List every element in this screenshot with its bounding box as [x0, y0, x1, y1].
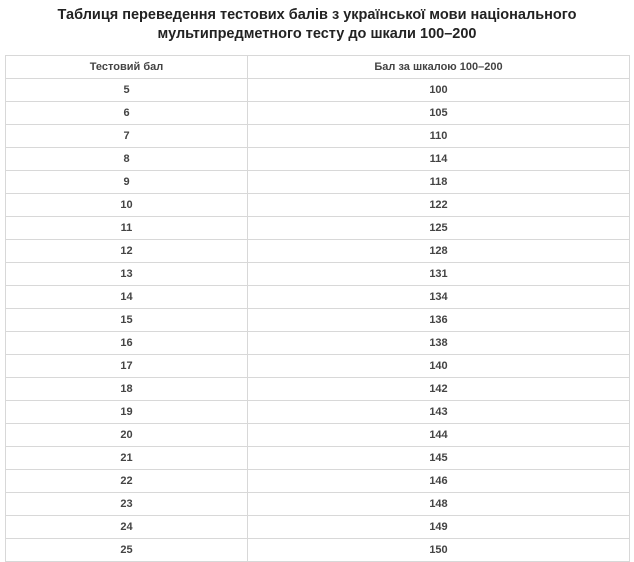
- cell-test-score: 20: [6, 424, 248, 447]
- table-row: [6, 401, 630, 424]
- header-scale-score: Бал за шкалою 100–200: [248, 56, 630, 79]
- cell-test-score: 16: [6, 332, 248, 355]
- cell-test-score: 8: [6, 148, 248, 171]
- table-row: [6, 194, 630, 217]
- table-row: [6, 286, 630, 309]
- cell-test-score: 6: [6, 102, 248, 125]
- cell-test-score: 17: [6, 355, 248, 378]
- table-row: [6, 355, 630, 378]
- table-row: [6, 539, 630, 562]
- table-body: [6, 79, 630, 562]
- cell-scale-score: 142: [248, 378, 630, 401]
- table-row: [6, 309, 630, 332]
- cell-test-score: 12: [6, 240, 248, 263]
- table-row: [6, 493, 630, 516]
- table-row: [6, 447, 630, 470]
- cell-scale-score: 145: [248, 447, 630, 470]
- cell-scale-score: 134: [248, 286, 630, 309]
- cell-test-score: 25: [6, 539, 248, 562]
- cell-scale-score: 114: [248, 148, 630, 171]
- table-row: [6, 470, 630, 493]
- table-row: [6, 79, 630, 102]
- table-row: [6, 148, 630, 171]
- cell-scale-score: 131: [248, 263, 630, 286]
- page-title: [0, 0, 634, 44]
- cell-scale-score: 148: [248, 493, 630, 516]
- header-test-score: Тестовий бал: [6, 56, 248, 79]
- cell-scale-score: 100: [248, 79, 630, 102]
- cell-test-score: 13: [6, 263, 248, 286]
- table-row: [6, 240, 630, 263]
- table-row: [6, 378, 630, 401]
- cell-scale-score: 149: [248, 516, 630, 539]
- cell-scale-score: 122: [248, 194, 630, 217]
- cell-test-score: 11: [6, 217, 248, 240]
- cell-scale-score: 125: [248, 217, 630, 240]
- cell-test-score: 9: [6, 171, 248, 194]
- cell-test-score: 7: [6, 125, 248, 148]
- cell-scale-score: 138: [248, 332, 630, 355]
- cell-scale-score: 150: [248, 539, 630, 562]
- cell-test-score: 18: [6, 378, 248, 401]
- table-row: [6, 171, 630, 194]
- table-row: [6, 102, 630, 125]
- table-row: [6, 424, 630, 447]
- table-header-row: [6, 56, 630, 79]
- cell-scale-score: 144: [248, 424, 630, 447]
- cell-scale-score: 146: [248, 470, 630, 493]
- cell-test-score: 21: [6, 447, 248, 470]
- conversion-table: [5, 55, 630, 562]
- cell-test-score: 5: [6, 79, 248, 102]
- table-row: [6, 125, 630, 148]
- cell-scale-score: 118: [248, 171, 630, 194]
- cell-scale-score: 136: [248, 309, 630, 332]
- cell-test-score: 14: [6, 286, 248, 309]
- cell-scale-score: 128: [248, 240, 630, 263]
- cell-test-score: 22: [6, 470, 248, 493]
- cell-scale-score: 140: [248, 355, 630, 378]
- cell-test-score: 15: [6, 309, 248, 332]
- cell-test-score: 10: [6, 194, 248, 217]
- cell-scale-score: 110: [248, 125, 630, 148]
- cell-test-score: 24: [6, 516, 248, 539]
- table-row: [6, 217, 630, 240]
- cell-scale-score: 105: [248, 102, 630, 125]
- table-row: [6, 332, 630, 355]
- title-line-2: мультипредметного тесту до шкали 100–200: [157, 26, 477, 42]
- table-row: [6, 516, 630, 539]
- title-line-1: Таблиця переведення тестових балів з української мови національного: [57, 7, 577, 23]
- cell-scale-score: 143: [248, 401, 630, 424]
- table-row: [6, 263, 630, 286]
- cell-test-score: 19: [6, 401, 248, 424]
- cell-test-score: 23: [6, 493, 248, 516]
